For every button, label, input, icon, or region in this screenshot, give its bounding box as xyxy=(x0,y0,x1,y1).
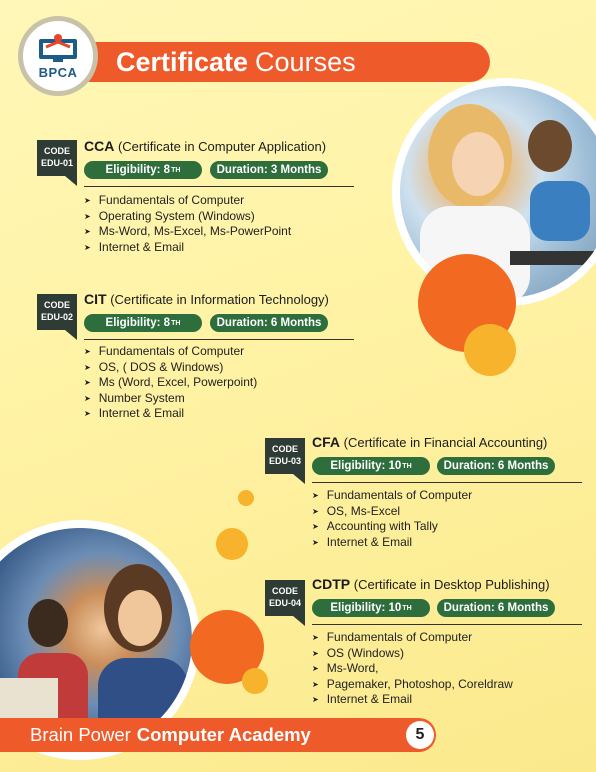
list-item: ➤ Internet & Email xyxy=(312,535,472,551)
list-item: ➤ OS, Ms-Excel xyxy=(312,504,472,520)
course-title-cfa xyxy=(312,434,547,450)
academy-name-regular: Brain Power xyxy=(30,724,131,745)
list-item: ➤ Internet & Email xyxy=(312,692,513,708)
list-item: ➤ Fundamentals of Computer xyxy=(84,344,257,360)
duration-text: Duration: 6 Months xyxy=(443,460,549,472)
list-item: ➤ Ms-Word, xyxy=(312,661,513,677)
footer-bar xyxy=(0,718,436,752)
course-abbr: CFA xyxy=(312,434,340,450)
topic-list-cca xyxy=(84,193,291,255)
list-item: ➤ Internet & Email xyxy=(84,406,257,422)
duration-pill-cca xyxy=(210,161,328,179)
page-title-rest: Courses xyxy=(255,46,356,77)
eligibility-pill-cit xyxy=(84,314,202,332)
divider-line xyxy=(84,339,354,340)
duration-pill-cit xyxy=(210,314,328,332)
duration-pill-cfa xyxy=(437,457,555,475)
code-value: EDU-03 xyxy=(268,456,301,466)
course-code-tag-cca xyxy=(37,140,77,176)
list-item: ➤ Pagemaker, Photoshop, Coreldraw xyxy=(312,677,513,693)
course-code-tag-cdtp xyxy=(265,580,305,616)
monitor-person-icon xyxy=(36,33,80,63)
eligibility-text: Eligibility: 8 xyxy=(105,164,171,176)
topic-list-cfa xyxy=(312,488,472,550)
bpca-logo xyxy=(18,16,98,96)
course-abbr: CDTP xyxy=(312,576,351,592)
list-item: ➤ Internet & Email xyxy=(84,240,291,256)
eligibility-pill-cfa xyxy=(312,457,430,475)
course-full-name: (Certificate in Information Technology) xyxy=(110,292,329,307)
eligibility-text: Eligibility: 10 xyxy=(330,602,402,614)
eligibility-sup: TH xyxy=(171,319,181,327)
course-abbr: CIT xyxy=(84,291,107,307)
eligibility-text: Eligibility: 8 xyxy=(105,317,171,329)
code-label: CODE xyxy=(43,300,70,310)
code-value: EDU-04 xyxy=(268,598,301,608)
decor-circle-amber-4 xyxy=(242,668,268,694)
eligibility-text: Eligibility: 10 xyxy=(330,460,402,472)
list-item: ➤ Fundamentals of Computer xyxy=(84,193,291,209)
course-code-tag-cit xyxy=(37,294,77,330)
course-full-name: (Certificate in Computer Application) xyxy=(117,139,327,154)
duration-text: Duration: 6 Months xyxy=(216,317,322,329)
code-label: CODE xyxy=(271,586,298,596)
code-label: CODE xyxy=(271,444,298,454)
course-title-cca xyxy=(84,138,326,154)
decor-circle-amber-1 xyxy=(464,324,516,376)
divider-line xyxy=(312,482,582,483)
eligibility-sup: TH xyxy=(402,604,412,612)
course-title-cdtp xyxy=(312,576,550,592)
decor-circle-amber-3 xyxy=(216,528,248,560)
eligibility-sup: TH xyxy=(402,462,412,470)
eligibility-pill-cca xyxy=(84,161,202,179)
logo-text: BPCA xyxy=(38,64,78,80)
eligibility-pill-cdtp xyxy=(312,599,430,617)
duration-pill-cdtp xyxy=(437,599,555,617)
eligibility-sup: TH xyxy=(171,166,181,174)
page-number: 5 xyxy=(406,721,434,749)
course-abbr: CCA xyxy=(84,138,115,154)
duration-text: Duration: 6 Months xyxy=(443,602,549,614)
list-item: ➤ Ms-Word, Ms-Excel, Ms-PowerPoint xyxy=(84,224,291,240)
page-title-bar xyxy=(70,42,490,82)
code-label: CODE xyxy=(43,146,70,156)
list-item: ➤ Fundamentals of Computer xyxy=(312,630,513,646)
list-item: ➤ Number System xyxy=(84,391,257,407)
code-value: EDU-02 xyxy=(40,312,73,322)
course-code-tag-cfa xyxy=(265,438,305,474)
list-item: ➤ OS (Windows) xyxy=(312,646,513,662)
course-title-cit xyxy=(84,291,329,307)
list-item: ➤ Fundamentals of Computer xyxy=(312,488,472,504)
divider-line xyxy=(312,624,582,625)
course-full-name: (Certificate in Desktop Publishing) xyxy=(353,577,550,592)
code-value: EDU-01 xyxy=(40,158,73,168)
divider-line xyxy=(84,186,354,187)
page-title-bold: Certificate xyxy=(116,46,249,77)
list-item: ➤ Accounting with Tally xyxy=(312,519,472,535)
course-full-name: (Certificate in Financial Accounting) xyxy=(343,435,548,450)
topic-list-cit xyxy=(84,344,257,422)
decor-circle-amber-2 xyxy=(238,490,254,506)
list-item: ➤ OS, ( DOS & Windows) xyxy=(84,360,257,376)
topic-list-cdtp xyxy=(312,630,513,708)
duration-text: Duration: 3 Months xyxy=(216,164,322,176)
list-item: ➤ Ms (Word, Excel, Powerpoint) xyxy=(84,375,257,391)
list-item: ➤ Operating System (Windows) xyxy=(84,209,291,225)
academy-name-bold: Computer Academy xyxy=(136,724,311,745)
